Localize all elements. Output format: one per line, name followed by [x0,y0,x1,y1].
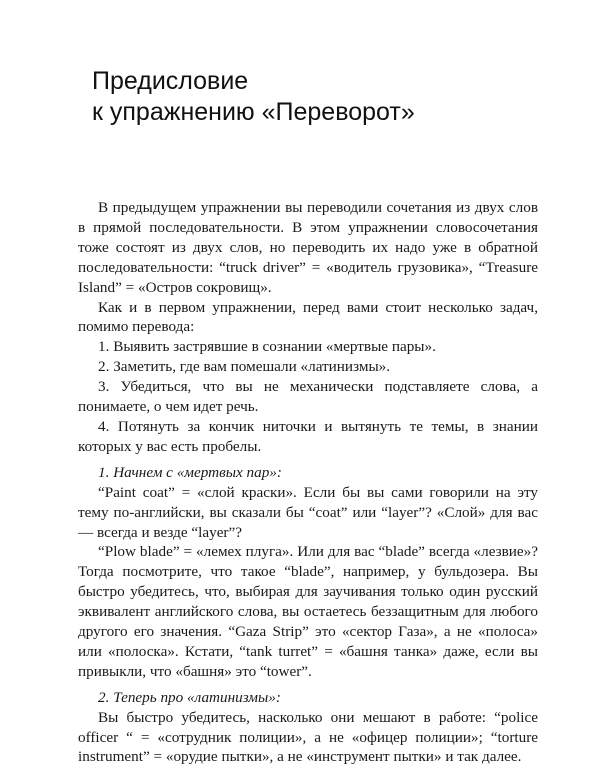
task-item-2: 2. Заметить, где вам помешали «латинизмы». [98,358,391,376]
latinisms-paragraph: Вы быстро убедитесь, насколько они мешают в работе: “police officer “ = «сотрудник полиции», а не «офицер полиции»; “torture instrument” = «орудие пытки», а не «инструмент пытки» и так далее. [78,708,538,766]
chapter-title-line-1: Предисловие [92,67,249,95]
task-item-3: 3. Убедиться, что вы не механически подставляете слова, а понимаете, о чем идет речь. [78,378,538,416]
plow-blade-paragraph: “Plow blade” = «лемех плуга». Или для вас “blade” всегда «лезвие»? Тогда посмотрите, что такое “blade”, например, у бульдозера. Вы быстро убедитесь, что, выбирая для заучивания только один русский эквивалент английского слова, вы остаетесь беззащитным для любого другого его значения. “Gaza Strip” это «сектор Газа», а не «полоса» или «полоска». Кстати, “tank turret” = «башня танка» даже, если вы привыкли, что «башня» это “tower”. [78,543,538,680]
section-heading-dead-pairs-text: 1. Начнем с «мертвых пар»: [98,463,282,481]
body-text [78,198,538,767]
task-item-4: 4. Потянуть за кончик ниточки и вытянуть те темы, в знании которых у вас есть пробелы. [78,417,538,455]
chapter-title [92,66,562,128]
paint-coat-paragraph: “Paint coat” = «слой краски». Если бы вы сами говорили на эту тему по-английски, вы сказали бы “coat” или “layer”? «Слой» для вас — всегда и везде “layer”? [78,483,538,541]
section-heading-latinisms-text: 2. Теперь про «латинизмы»: [98,688,281,706]
task-item-1: 1. Выявить застрявшие в сознании «мертвые пары». [98,338,436,356]
chapter-title-line-2: к упражнению «Переворот» [92,98,415,126]
intro-paragraph: В предыдущем упражнении вы переводили сочетания из двух слов в прямой последовательности. В этом упражнении словосочетания тоже состоят из двух слов, но переводить их надо уже в обратной последовательности: “truck driver” = «водитель грузовика», “Treasure Island” = «Остров сокровищ». [78,199,538,296]
section-heading-dead-pairs [78,463,538,483]
tasks-intro-paragraph: Как и в первом упражнении, перед вами стоит несколько задач, помимо перевода: [78,298,538,336]
section-heading-latinisms [78,688,538,708]
